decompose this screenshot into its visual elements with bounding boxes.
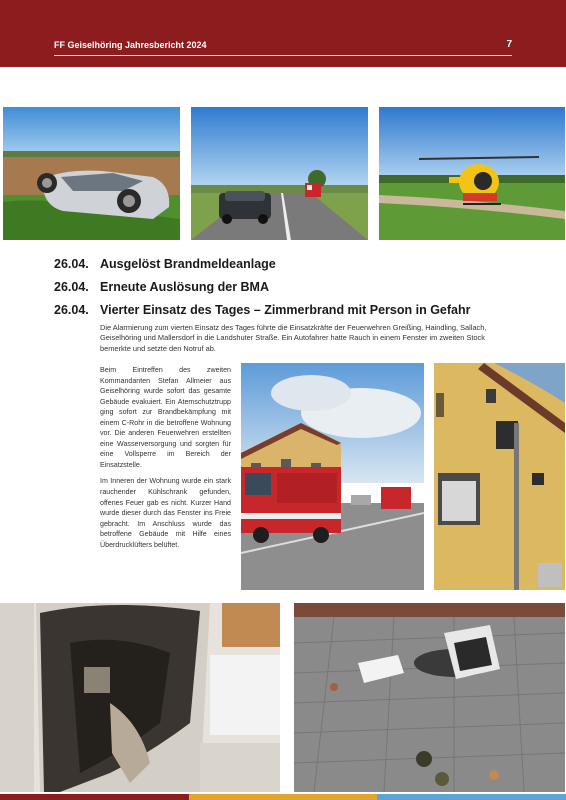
- entry-date: 26.04.: [54, 257, 89, 271]
- entry-title: Vierter Einsatz des Tages – Zimmerbrand mit Person in Gefahr: [100, 303, 471, 317]
- entry-row: [54, 303, 471, 317]
- photo-burned-wall: [0, 603, 280, 792]
- entry-title: Erneute Auslösung der BMA: [100, 280, 269, 294]
- footer-color-bar: [0, 794, 566, 800]
- page-header: [0, 0, 566, 67]
- photo-overturned-car: [3, 107, 180, 240]
- photo-road-fire-engine: [191, 107, 368, 240]
- photo-fire-trucks-street: [241, 363, 424, 590]
- footer-segment: [0, 794, 189, 800]
- entry-row: [54, 257, 276, 271]
- body-paragraph: Im Inneren der Wohnung wurde ein stark rauchender Kühlschrank gefunden, offenes Feuer gab es nicht. Kurzer Hand wurde dieser durch das Fenster ins Freie gebracht. Im Anschluss wurde das betroffene Gebäude mit Hilfe eines Überdrucklüfters belüftet.: [100, 477, 231, 549]
- footer-segment: [377, 794, 566, 800]
- entry-date: 26.04.: [54, 280, 89, 294]
- page-number: 7: [506, 39, 512, 50]
- photo-rescue-helicopter: [379, 107, 565, 240]
- header-rule: [54, 55, 512, 56]
- photo-yellow-building: [434, 363, 565, 590]
- photo-fridge-outside: [294, 603, 565, 792]
- entry-date: 26.04.: [54, 303, 89, 317]
- report-title: FF Geiselhöring Jahresbericht 2024: [54, 40, 207, 50]
- body-paragraph: Beim Eintreffen des zweiten Kommandanten Stefan Allmeier aus Geiselhöring wurde sofort das gesamte Gebäude evakuiert. Ein Atemschutztrupp ging sofort zur Brandbekämpfung mit einem C-Rohr in die betroffene Wohnung vor. Die anderen Feuerwehren erstellten eine Wasserversorgung und sorgten für eine Vollsperre im Bereich der Einsatzstelle.: [100, 366, 231, 469]
- body-column: [100, 365, 231, 556]
- entry-row: [54, 280, 269, 294]
- entry-title: Ausgelöst Brandmeldeanlage: [100, 257, 276, 271]
- footer-segment: [189, 794, 378, 800]
- intro-paragraph: Die Alarmierung zum vierten Einsatz des Tages führte die Einsatzkräfte der Feuerwehren Greißing, Haindling, Sallach, Geiselhöring und Mallersdorf in die Landshuter Straße. Ein Autofahrer hatte Rauch in einem Fenster im zweiten Stock bemerkte und setzte den Notruf ab.: [100, 323, 487, 353]
